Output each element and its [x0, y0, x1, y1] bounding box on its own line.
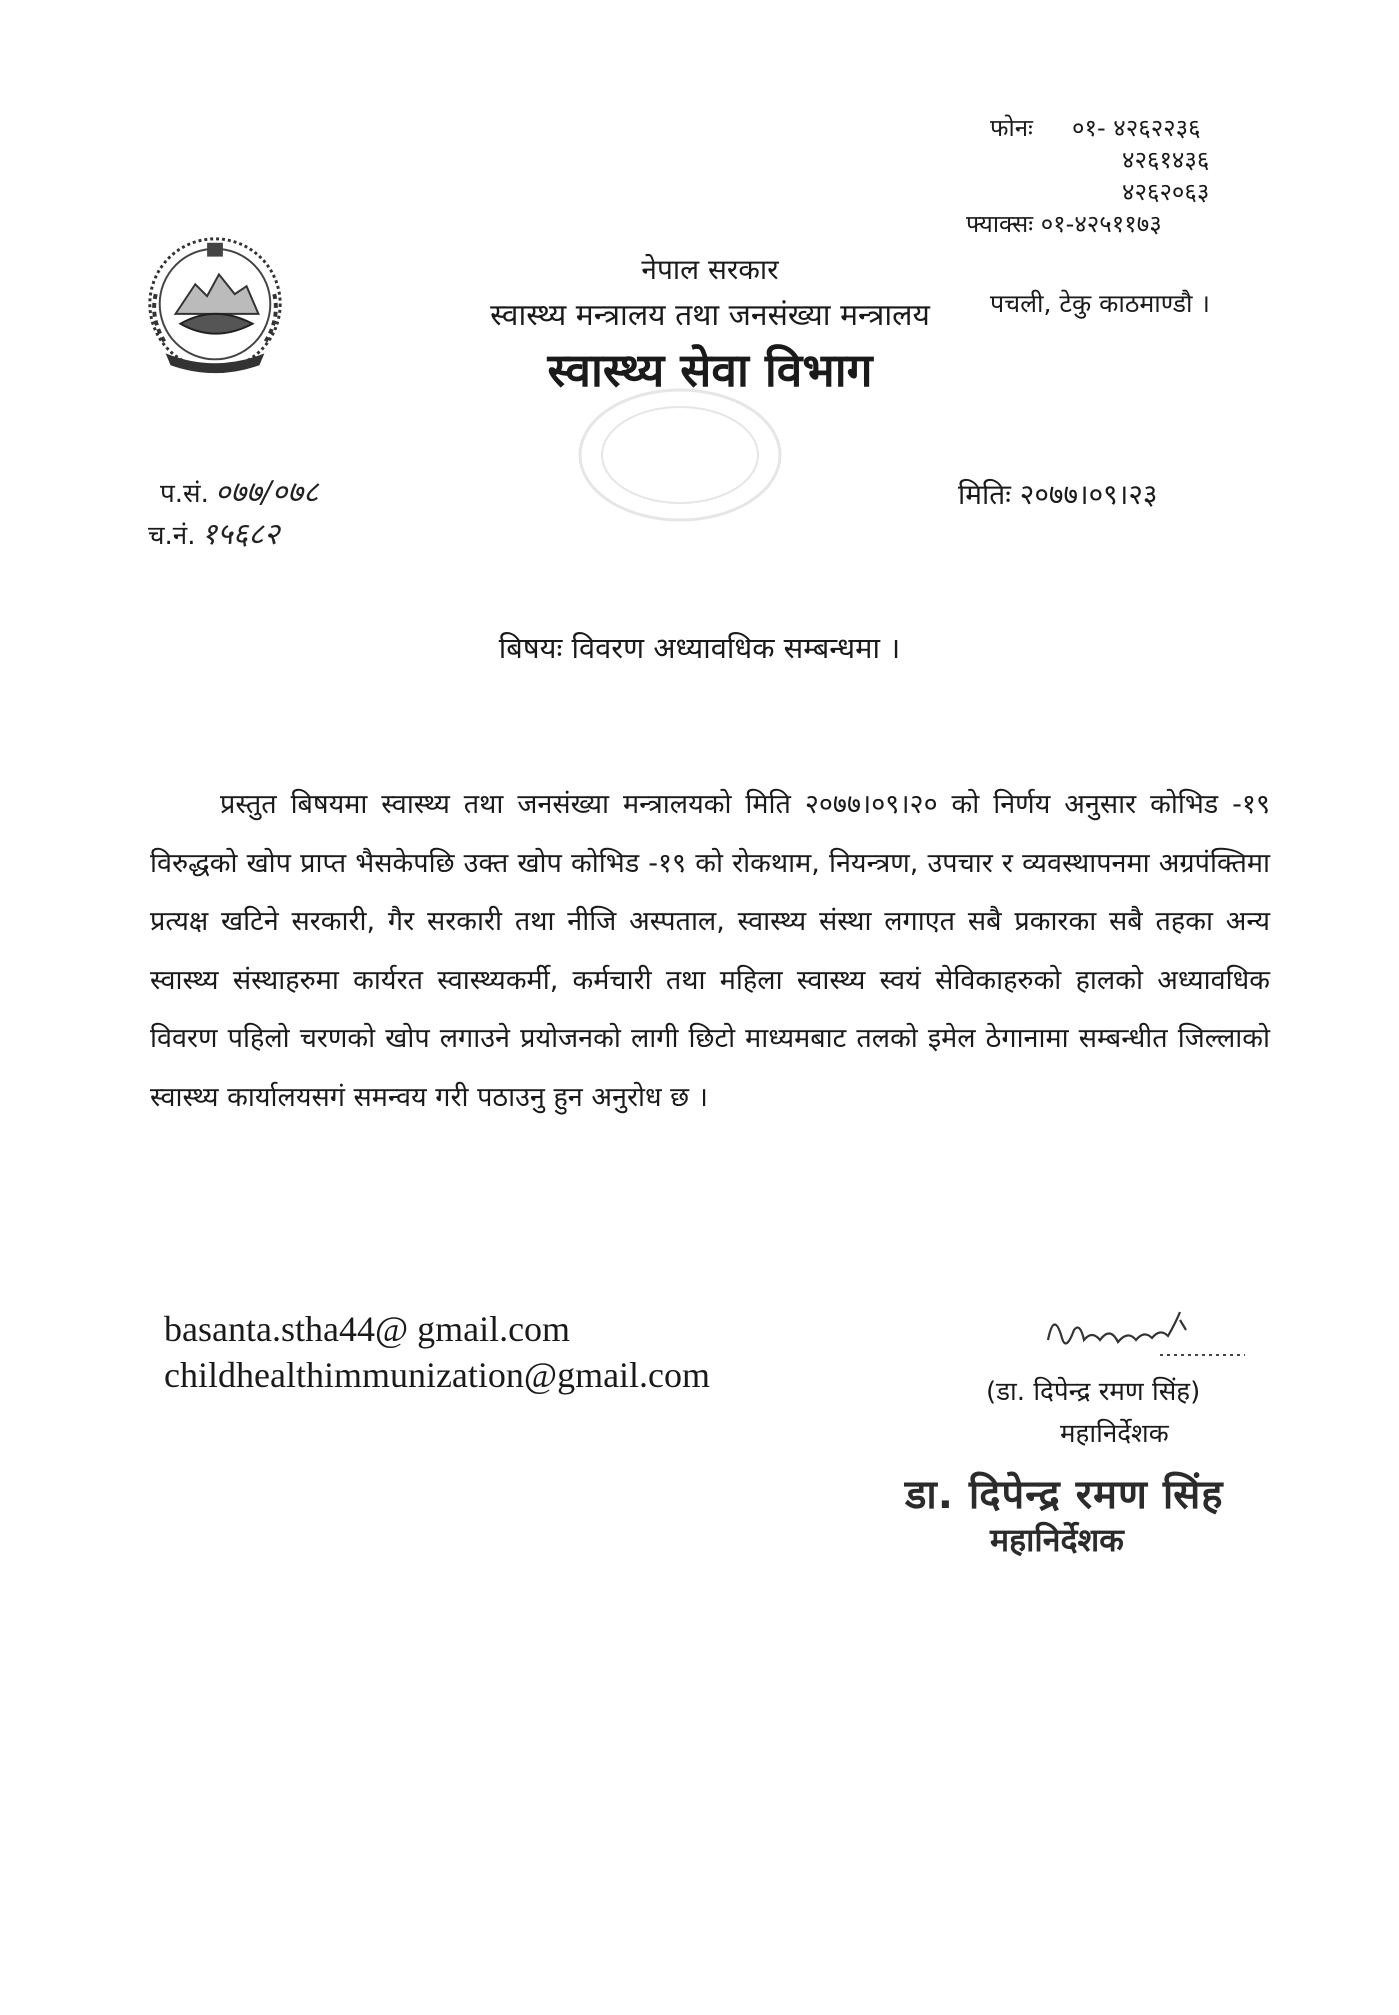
cn-label: च.नं.	[148, 521, 196, 551]
reference-ps	[160, 470, 319, 511]
fax-label: फ्याक्सः	[966, 210, 1034, 238]
department-name: स्वास्थ्य सेवा विभाग	[547, 343, 873, 397]
title-stamp: महानिर्देशक	[990, 1521, 1124, 1559]
phone-number-3: ४२६२०६३	[1122, 178, 1210, 206]
letter-body: प्रस्तुत बिषयमा स्वास्थ्य तथा जनसंख्या मन्त्रालयको मिति २०७७।०९।२० को निर्णय अनुसार कोभिड -१९ विरुद्धको खोप प्राप्त भैसकेपछि उक्त खोप कोभिड -१९ को रोकथाम, नियन्त्रण, उपचार र व्यवस्थापनमा अग्रपंक्तिमा प्रत्यक्ष खटिने सरकारी, गैर सरकारी तथा नीजि अस्पताल, स्वास्थ्य संस्था लगाएत सबै प्रकारका सबै तहका अन्य स्वास्थ्य संस्थाहरुमा कार्यरत स्वास्थ्यकर्मी, कर्मचारी तथा महिला स्वास्थ्य स्वयं सेविकाहरुको हालको अध्यावधिक विवरण पहिलो चरणको खोप लगाउने प्रयोजनको लागी छिटो माध्यमबाट तलको इमेल ठेगानामा सम्बन्धीत जिल्लाको स्वास्थ्य कार्यालयसगं समन्वय गरी पठाउनु हुन अनुरोध छ ।	[150, 789, 1270, 1113]
government-name: नेपाल सरकार	[641, 253, 779, 286]
faint-office-stamp-icon	[570, 380, 790, 530]
fax-line	[966, 208, 1209, 240]
phone-number-1: ०१- ४२६२२३६	[1072, 114, 1201, 142]
nepal-government-emblem-icon	[136, 225, 294, 383]
phone-line	[990, 112, 1209, 144]
contact-block	[966, 112, 1210, 240]
signatory-name: (डा. दिपेन्द्र रमण सिंह)	[986, 1377, 1201, 1407]
ministry-name: स्वास्थ्य मन्त्रालय तथा जनसंख्या मन्त्रालय	[490, 298, 930, 333]
handwritten-signature	[1040, 1300, 1250, 1370]
office-address: पचली, टेकु काठमाण्डौ ।	[990, 289, 1210, 318]
phone-label: फोनः	[990, 114, 1033, 142]
signatory-title: महानिर्देशक	[1060, 1419, 1169, 1449]
fax-number: ०१-४२५११७३	[1040, 210, 1162, 238]
phone-number-2: ४२६१४३६	[1122, 146, 1210, 174]
cn-value: १५६८२	[201, 517, 280, 552]
ps-value: ०७७/०७८	[214, 475, 319, 510]
name-stamp: डा. दिपेन्द्र रमण सिंह	[905, 1472, 1224, 1518]
letter-subject: बिषयः विवरण अध्यावधिक सम्बन्धमा ।	[498, 631, 901, 665]
letter-date: मितिः २०७७।०९।२३	[958, 478, 1158, 511]
email-address-2: childhealthimmunization@gmail.com	[164, 1355, 711, 1395]
reference-cn	[148, 512, 279, 553]
email-address-1: basanta.stha44@ gmail.com	[164, 1309, 571, 1349]
email-list	[164, 1306, 710, 1398]
ps-label: प.सं.	[160, 479, 209, 509]
